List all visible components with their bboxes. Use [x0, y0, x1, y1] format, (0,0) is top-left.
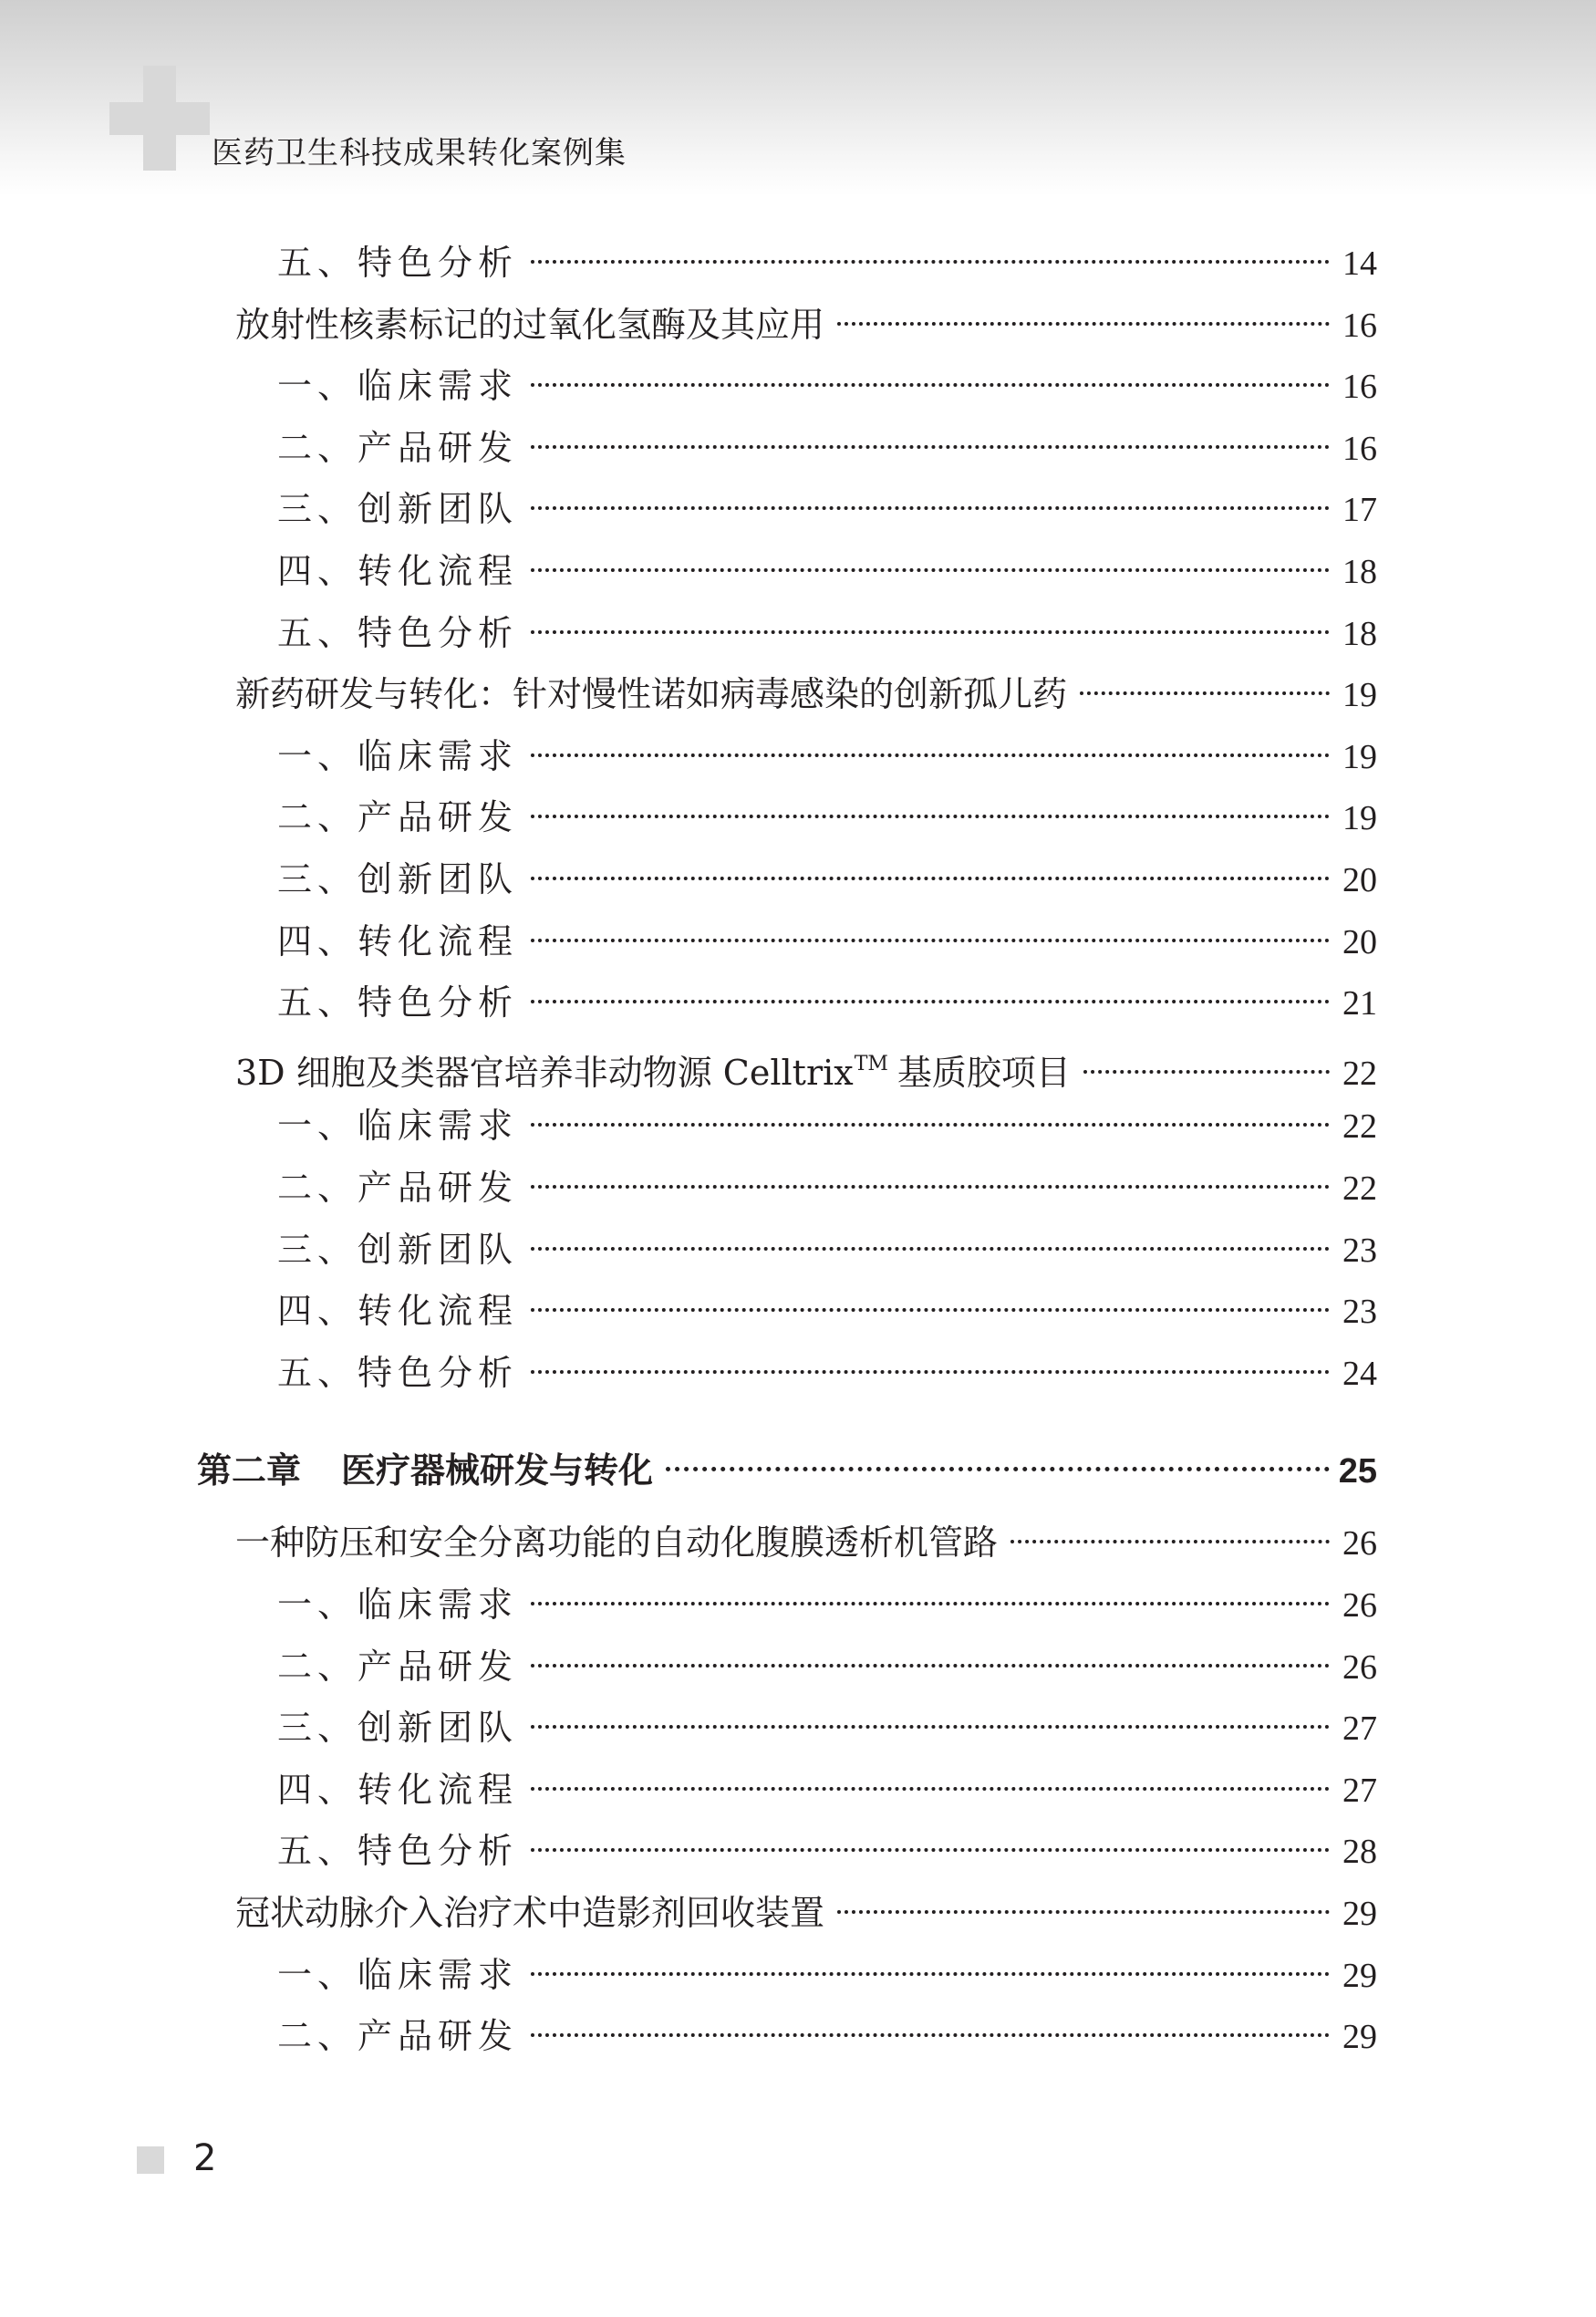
toc-subsection[interactable] — [277, 734, 1377, 778]
toc-entry-text: 二、产品研发 — [277, 1646, 519, 1687]
toc-page-number: 25 — [1338, 1452, 1377, 1491]
dot-leader — [531, 506, 1330, 510]
toc-subsection[interactable] — [277, 1645, 1377, 1688]
dot-leader — [1083, 1070, 1330, 1074]
toc-entry-title — [277, 734, 518, 778]
dot-leader — [1080, 691, 1330, 695]
dot-leader — [1010, 1540, 1330, 1543]
toc-section[interactable] — [235, 1891, 1377, 1935]
toc-subsection[interactable] — [277, 1351, 1377, 1395]
toc-entry-title — [277, 795, 518, 839]
toc-subsection[interactable] — [277, 241, 1377, 285]
toc-entry-text: 二、产品研发 — [277, 2016, 519, 2057]
toc-entry-text: 二、产品研发 — [277, 427, 519, 468]
toc-entry-text: 二、产品研发 — [277, 1168, 519, 1208]
dot-leader — [531, 1848, 1330, 1852]
trademark-superscript: TM — [854, 1052, 888, 1075]
toc-page-number: 16 — [1342, 306, 1377, 345]
toc-entry-text: 冠状动脉介入治疗术中造影剂回收装置 — [235, 1893, 825, 1933]
toc-page-number: 29 — [1342, 1895, 1377, 1933]
toc-subsection[interactable] — [277, 611, 1377, 655]
toc-entry-title — [277, 1645, 518, 1688]
toc-page-number: 20 — [1342, 922, 1377, 961]
toc-entry-text: 五、特色分析 — [277, 1352, 519, 1393]
toc-entry-title — [277, 1351, 518, 1395]
toc-page-number: 14 — [1342, 244, 1377, 283]
toc-chapter[interactable] — [197, 1449, 1377, 1492]
toc-entry-text: 五、特色分析 — [277, 243, 519, 283]
toc-entry-text: 三、创新团队 — [277, 489, 519, 530]
toc-entry-title — [277, 426, 518, 470]
medical-cross-icon — [109, 66, 210, 171]
dot-leader — [531, 1370, 1330, 1374]
toc-page-number: 16 — [1342, 429, 1377, 468]
toc-page-number: 29 — [1342, 1956, 1377, 1995]
toc-subsection[interactable] — [277, 1289, 1377, 1333]
toc-subsection[interactable] — [277, 1583, 1377, 1626]
toc-section[interactable] — [235, 1521, 1377, 1564]
toc-entry-title — [277, 241, 518, 285]
toc-subsection[interactable] — [277, 487, 1377, 531]
toc-entry-title — [277, 1104, 518, 1148]
page-number-marker — [137, 2146, 164, 2174]
page-number: 2 — [193, 2137, 217, 2179]
toc-page-number: 21 — [1342, 984, 1377, 1023]
toc-entry-text: 四、转化流程 — [277, 920, 519, 961]
toc-page-number: 19 — [1342, 676, 1377, 715]
dot-leader — [531, 753, 1330, 757]
book-title: 医药卫生科技成果转化案例集 — [212, 135, 627, 171]
toc-subsection[interactable] — [277, 1829, 1377, 1873]
toc-entry-text: 医疗器械研发与转化 — [341, 1450, 654, 1491]
toc-entry-title — [277, 857, 518, 901]
dot-leader — [531, 260, 1330, 264]
toc-entry-title — [235, 1521, 998, 1564]
toc-section[interactable] — [235, 1043, 1377, 1093]
dot-leader — [531, 445, 1330, 449]
dot-leader — [531, 1725, 1330, 1729]
toc-subsection[interactable] — [277, 549, 1377, 593]
toc-entry-title — [277, 981, 518, 1024]
dot-leader — [531, 1787, 1330, 1791]
toc-subsection[interactable] — [277, 1706, 1377, 1750]
dot-leader — [531, 1664, 1330, 1668]
dot-leader — [531, 1123, 1330, 1127]
toc-page-number: 18 — [1342, 553, 1377, 591]
toc-entry-title — [235, 1891, 824, 1935]
toc-entry-text: 一、临床需求 — [277, 366, 519, 407]
dot-leader — [531, 877, 1330, 880]
toc-page-number: 22 — [1342, 1054, 1377, 1093]
toc-entry-text: 一种防压和安全分离功能的自动化腹膜透析机管路 — [235, 1522, 999, 1564]
toc-entry-text: 新药研发与转化：针对慢性诺如病毒感染的创新孤儿药 — [235, 674, 1068, 715]
toc-subsection[interactable] — [277, 1166, 1377, 1210]
toc-entry-text-continued: 基质胶项目 — [896, 1052, 1071, 1093]
toc-page-number: 23 — [1342, 1231, 1377, 1270]
toc-page-number: 26 — [1342, 1586, 1377, 1625]
toc-entry-text: 二、产品研发 — [277, 797, 519, 838]
toc-entry-title — [277, 1829, 518, 1873]
toc-entry-text: 四、转化流程 — [277, 1769, 519, 1810]
dot-leader — [531, 1000, 1330, 1003]
toc-page-number: 26 — [1342, 1647, 1377, 1687]
running-header — [0, 0, 1596, 196]
toc-subsection[interactable] — [277, 426, 1377, 470]
toc-entry-text: 三、创新团队 — [277, 1708, 519, 1749]
toc-entry-text: 四、转化流程 — [277, 1291, 519, 1332]
toc-entry-title — [277, 1583, 518, 1626]
toc-section[interactable] — [235, 303, 1377, 347]
dot-leader — [531, 568, 1330, 572]
toc-entry-title — [277, 1228, 518, 1272]
toc-subsection[interactable] — [277, 364, 1377, 408]
dot-leader — [837, 1910, 1330, 1914]
toc-page-number: 27 — [1342, 1771, 1377, 1810]
dot-leader — [531, 383, 1330, 387]
toc-entry-text: 放射性核素标记的过氧化氢酶及其应用 — [235, 304, 825, 345]
toc-entry-title — [235, 303, 824, 347]
dot-leader — [531, 1308, 1330, 1312]
toc-entry-text: 一、临床需求 — [277, 735, 519, 776]
toc-entry-title — [277, 1768, 518, 1812]
toc-page-number: 22 — [1342, 1107, 1377, 1147]
toc-subsection[interactable] — [277, 920, 1377, 963]
toc-entry-text: 四、转化流程 — [277, 551, 519, 591]
toc-entry-title — [235, 1043, 1071, 1095]
toc-page-number: 20 — [1342, 861, 1377, 899]
toc-entry-text: 一、临床需求 — [277, 1106, 519, 1147]
toc-subsection[interactable] — [277, 1104, 1377, 1148]
toc-subsection[interactable] — [277, 1953, 1377, 1997]
toc-entry-title — [277, 1953, 518, 1997]
dot-leader — [531, 1185, 1330, 1189]
dot-leader — [531, 1247, 1330, 1251]
toc-subsection[interactable] — [277, 981, 1377, 1024]
toc-entry-title — [277, 2014, 518, 2058]
dot-leader — [837, 322, 1330, 326]
toc-entry-text: 三、创新团队 — [277, 859, 519, 899]
toc-page-number: 19 — [1342, 799, 1377, 838]
toc-entry-title — [277, 549, 518, 593]
toc-entry-text: 一、临床需求 — [277, 1584, 519, 1625]
toc-entry-title — [277, 611, 518, 655]
toc-subsection[interactable] — [277, 1768, 1377, 1812]
toc-page-number: 23 — [1342, 1293, 1377, 1332]
toc-entry-title — [277, 364, 518, 408]
toc-entry-title — [197, 1449, 653, 1492]
toc-entry-title — [277, 1289, 518, 1333]
toc-page-number: 28 — [1342, 1833, 1377, 1872]
toc-page-number: 27 — [1342, 1709, 1377, 1749]
toc-subsection[interactable] — [277, 795, 1377, 839]
toc-entry-title — [277, 920, 518, 963]
toc-page-number: 29 — [1342, 2018, 1377, 2057]
toc-page-number: 18 — [1342, 614, 1377, 653]
dot-leader — [531, 2033, 1330, 2037]
toc-page-number: 17 — [1342, 491, 1377, 530]
toc-subsection[interactable] — [277, 2014, 1377, 2058]
dot-leader — [531, 939, 1330, 942]
toc-page-number: 26 — [1342, 1524, 1377, 1564]
toc-section[interactable] — [235, 672, 1377, 716]
chapter-label: 第二章 — [197, 1450, 302, 1491]
toc-entry-title — [277, 1166, 518, 1210]
dot-leader — [531, 630, 1330, 634]
toc-entry-title — [235, 672, 1067, 716]
toc-page-number: 16 — [1342, 368, 1377, 407]
toc-entry-text: 五、特色分析 — [277, 1831, 519, 1872]
toc-entry-title — [277, 487, 518, 531]
dot-leader — [666, 1467, 1330, 1471]
toc-page-number: 22 — [1342, 1169, 1377, 1208]
dot-leader — [531, 1972, 1330, 1976]
toc-page-number: 24 — [1342, 1354, 1377, 1393]
toc-entry-title — [277, 1706, 518, 1750]
toc-subsection[interactable] — [277, 1228, 1377, 1272]
dot-leader — [531, 815, 1330, 818]
dot-leader — [531, 1602, 1330, 1605]
toc-entry-text: 三、创新团队 — [277, 1229, 519, 1270]
toc-subsection[interactable] — [277, 857, 1377, 901]
toc-entry-text: 3D 细胞及类器官培养非动物源 Celltrix — [235, 1052, 854, 1093]
toc-entry-text: 一、临床需求 — [277, 1954, 519, 1995]
toc-page-number: 19 — [1342, 737, 1377, 776]
toc-entry-text: 五、特色分析 — [277, 612, 519, 653]
toc-entry-text: 五、特色分析 — [277, 982, 519, 1023]
